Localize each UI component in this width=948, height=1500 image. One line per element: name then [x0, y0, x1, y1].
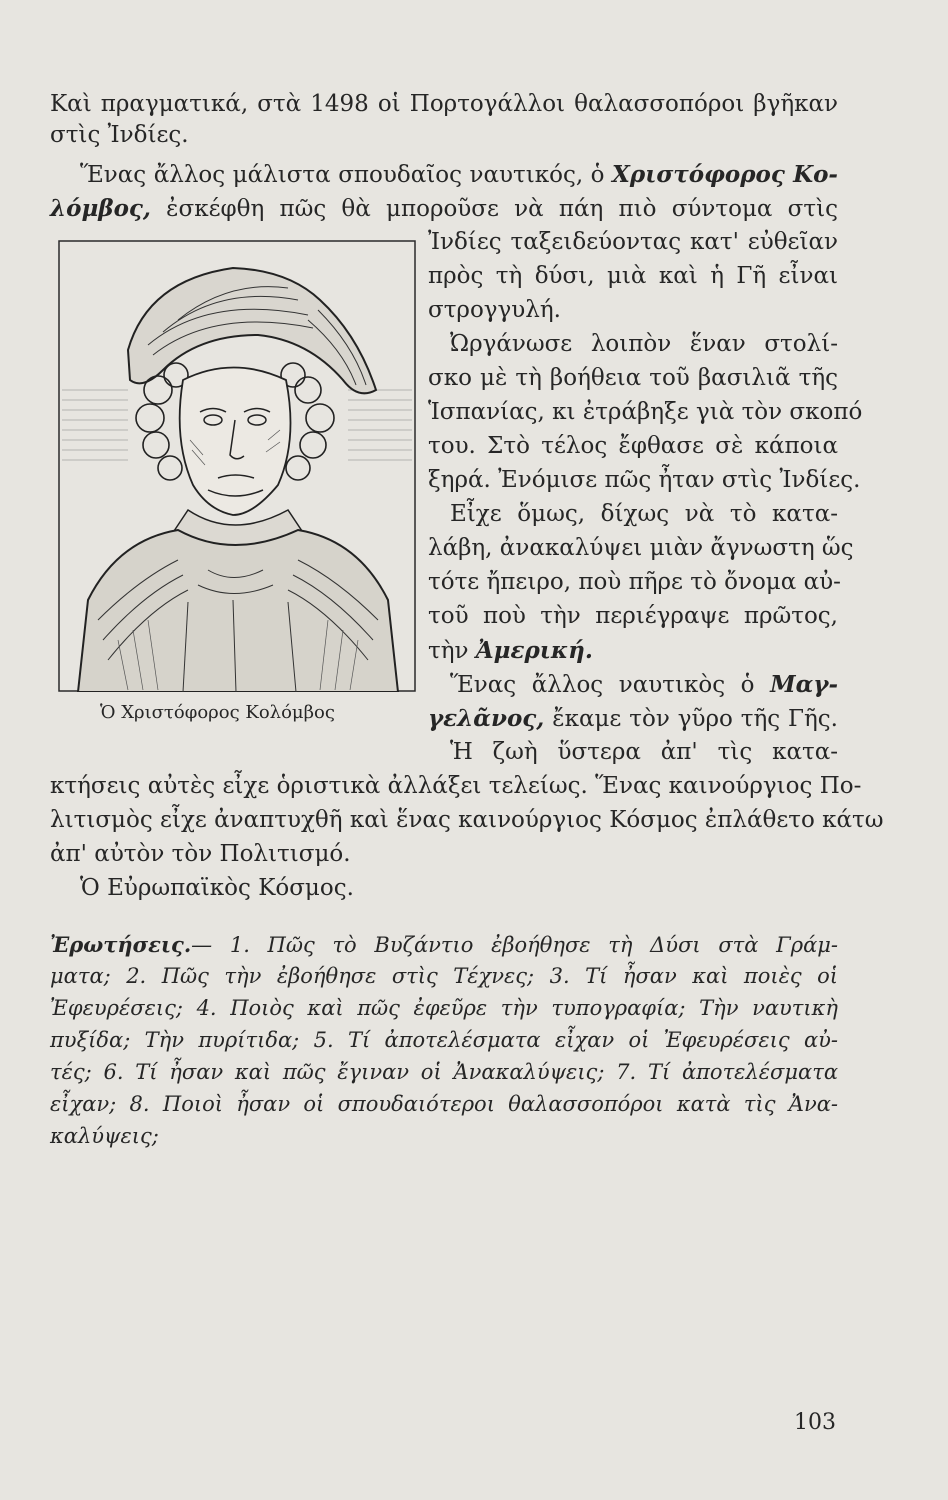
body-line: ἀπ' αὐτὸν τὸν Πολιτισμό. [50, 841, 351, 867]
questions-line: Ἐφευρέσεις; 4. Ποιὸς καὶ πῶς ἐφεῦρε τὴν τυπογραφία; Τὴν ναυτικὴ [50, 996, 838, 1020]
body-line: Καὶ πραγματικά, στὰ 1498 οἱ Πορτογάλλοι θαλασσοπόροι βγῆκαν [50, 91, 838, 117]
body-line: Ὠργάνωσε λοιπὸν ἕναν στολί- [450, 331, 838, 357]
page-number: 103 [794, 1410, 836, 1435]
body-line: Ὁ Εὐρωπαϊκὸς Κόσμος. [80, 875, 354, 901]
columbus-portrait [58, 240, 416, 692]
name-columbus: Χριστόφορος Κο- [612, 161, 838, 188]
name-magellan: γελᾶνος, [428, 705, 545, 732]
name-columbus: λόμβος, [50, 195, 151, 222]
body-line: Ἡ ζωὴ ὕστερα ἀπ' τὶς κατα- [450, 739, 838, 765]
portrait-engraving [58, 240, 416, 692]
body-line: Εἶχε ὅμως, δίχως νὰ τὸ κατα- [450, 501, 838, 527]
body-line: λόμβος, ἐσκέφθη πῶς θὰ μποροῦσε νὰ πάη πιὸ σύντομα στὶς [50, 195, 838, 222]
questions-line: Ἐρωτήσεις.— 1. Πῶς τὸ Βυζάντιο ἐβοήθησε τὴ Δύσι στὰ Γράμ- [50, 932, 838, 957]
body-line: ξηρά. Ἐνόμισε πῶς ἦταν στὶς Ἰνδίες. [428, 467, 861, 493]
body-line: πρὸς τὴ δύσι, μιὰ καὶ ἡ Γῆ εἶναι [428, 263, 838, 289]
body-line: του. Στὸ τέλος ἔφθασε σὲ κάποια [428, 433, 838, 459]
body-line: γελᾶνος, ἔκαμε τὸν γῦρο τῆς Γῆς. [428, 705, 838, 732]
body-line: τότε ἤπειρο, ποὺ πῆρε τὸ ὄνομα αὐ- [428, 569, 841, 595]
body-line: στὶς Ἰνδίες. [50, 122, 189, 148]
questions-line: καλύψεις; [50, 1124, 159, 1148]
questions-line: πυξίδα; Τὴν πυρίτιδα; 5. Τί ἀποτελέσματα εἶχαν οἱ Ἐφευρέσεις αὐ- [50, 1028, 838, 1052]
body-line: κτήσεις αὐτὲς εἶχε ὁριστικὰ ἀλλάξει τελείως. Ἕνας καινούργιος Πο- [50, 773, 862, 799]
body-line: Ἕνας ἄλλος ναυτικὸς ὁ Μαγ- [450, 671, 838, 698]
body-line: Ἱσπανίας, κι ἐτράβηξε γιὰ τὸν σκοπό [428, 399, 863, 425]
questions-line: εἶχαν; 8. Ποιοὶ ἦσαν οἱ σπουδαιότεροι θαλασσοπόροι κατὰ τὶς Ἀνα- [50, 1092, 838, 1116]
questions-line: τές; 6. Τί ἦσαν καὶ πῶς ἔγιναν οἱ Ἀνακαλύψεις; 7. Τί ἀποτελέσματα [50, 1060, 838, 1084]
name-america: Ἀμερική. [475, 637, 593, 664]
questions-line: ματα; 2. Πῶς τὴν ἐβοήθησε στὶς Τέχνες; 3. Τί ἦσαν καὶ ποιὲς οἱ [50, 964, 838, 988]
body-line: σκο μὲ τὴ βοήθεια τοῦ βασιλιᾶ τῆς [428, 365, 838, 391]
portrait-caption: Ὁ Χριστόφορος Κολόμβος [100, 702, 335, 723]
body-line: στρογγυλή. [428, 297, 561, 323]
body-line: Ἰνδίες ταξειδεύοντας κατ' εὐθεῖαν [428, 229, 838, 255]
body-line: τὴν Ἀμερική. [428, 637, 593, 664]
questions-label: Ἐρωτήσεις. [50, 932, 192, 957]
body-line: λιτισμὸς εἶχε ἀναπτυχθῆ καὶ ἕνας καινούργιος Κόσμος ἐπλάθετο κάτω [50, 807, 884, 833]
body-line: τοῦ ποὺ τὴν περιέγραψε πρῶτος, [428, 603, 838, 629]
body-line: λάβη, ἀνακαλύψει μιὰν ἄγνωστη ὥς [428, 535, 854, 561]
name-magellan: Μαγ- [770, 671, 838, 698]
body-line: Ἕνας ἄλλος μάλιστα σπουδαῖος ναυτικός, ὁ Χριστόφορος Κο- [80, 161, 838, 188]
